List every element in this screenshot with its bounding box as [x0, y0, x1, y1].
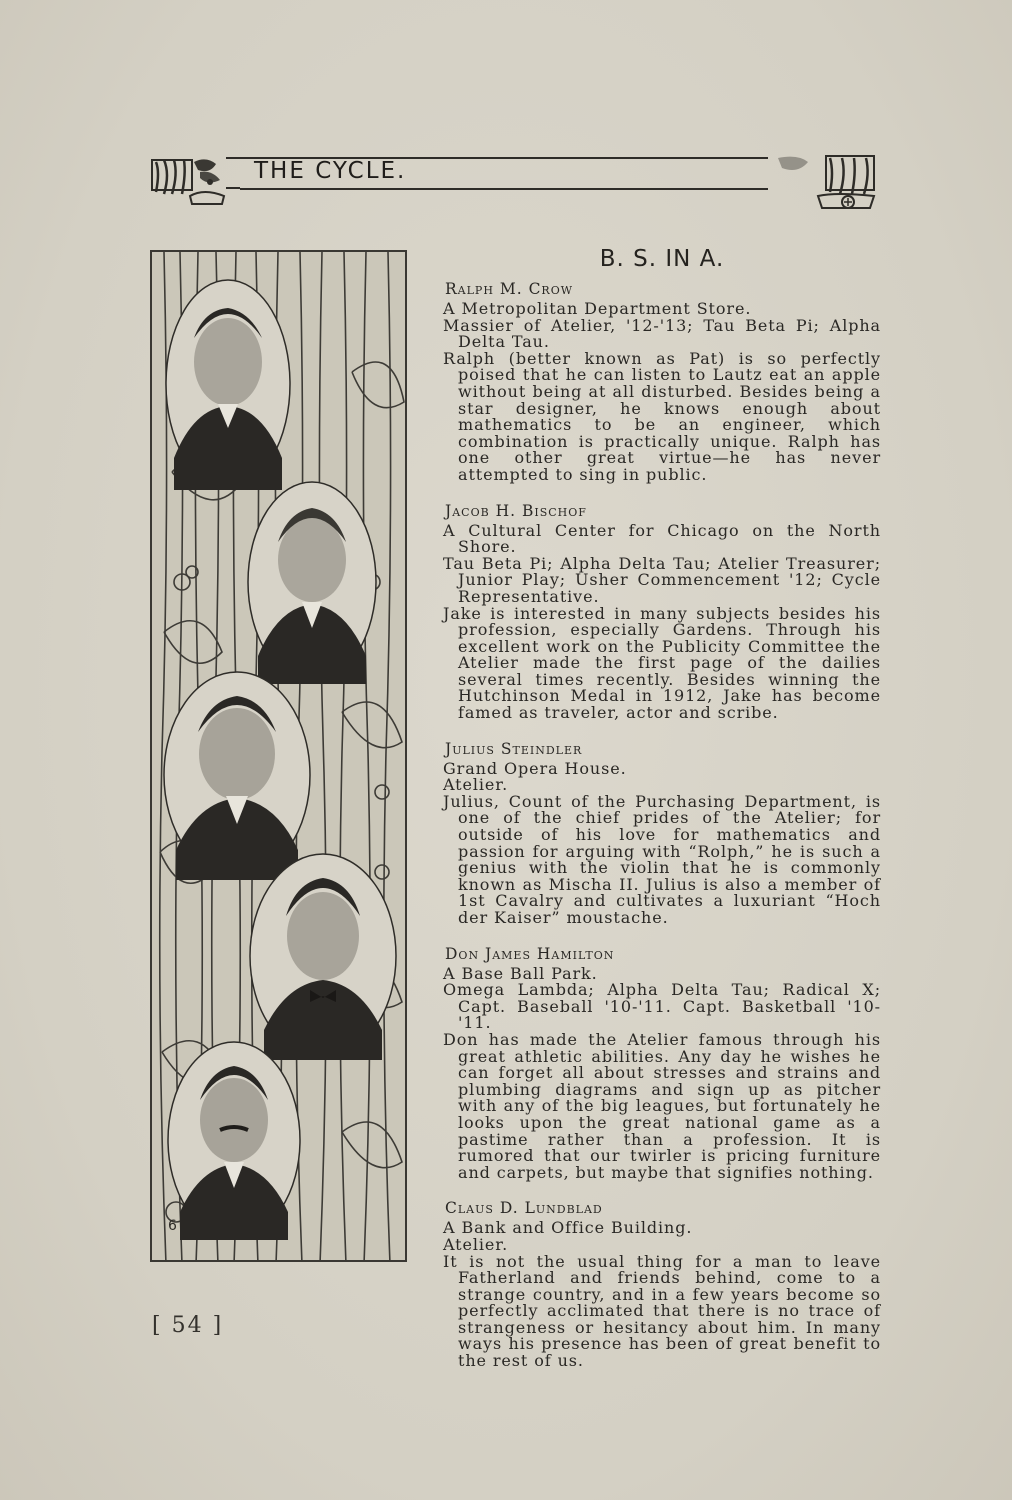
graduate-name: Don James Hamilton [445, 944, 615, 963]
graduate-name: Julius Steindler [445, 739, 583, 758]
biography: Julius, Count of the Purchasing Department, is one of the chief prides of the Atelier; for outside of his love for mathematics and passion for arguing with “Rolph,” he is such a genius with the violin that he is commonly known as Mischa II. Julius is also a member of 1st Cavalry and cultivates a luxuriant “Hoch der Kaiser” moustache. [443, 791, 881, 927]
graduate-entry [443, 1199, 881, 1369]
page-number: [ 54 ] [152, 1313, 224, 1338]
biography: Don has made the Atelier famous through his great athletic abilities. Any day he wishes he can forget all about stresses and strains and plumbing diagrams and sign up as pitcher with any of the big leagues, but fortunately he looks upon the great national game as a pastime rather than a profession. It is rumored that our twirler is pricing furniture and carpets, but maybe that signifies nothing. [443, 1029, 881, 1182]
graduate-name: Claus D. Lundblad [445, 1199, 603, 1218]
portrait-photo-icon [164, 278, 292, 490]
floral-ornament-left-icon [150, 152, 250, 208]
thesis-title: A Cultural Center for Chicago on the North Shore. [443, 520, 881, 557]
portrait-photo-icon [166, 1040, 302, 1240]
section-title: B. S. IN A. [599, 246, 725, 272]
activities: Atelier. [443, 775, 509, 795]
graduate-entry [443, 740, 881, 927]
biography: It is not the usual thing for a man to leave Fatherland and friends behind, come to a strange country, and in a few years become so perfectly acclimated that there is no trace of strangeness or hesitancy about him. In many ways his presence has been of great benefit to the rest of us. [443, 1251, 881, 1371]
graduate-entry [443, 280, 881, 484]
portrait-photo-icon [246, 480, 378, 684]
thesis-title: A Bank and Office Building. [443, 1218, 693, 1238]
portrait-photo-icon [248, 852, 398, 1060]
activities: Massier of Atelier, '12-'13; Tau Beta Pi; Alpha Delta Tau. [443, 315, 881, 352]
activities: Omega Lambda; Alpha Delta Tau; Radical X; Capt. Baseball '10-'11. Capt. Basketball '10-'11. [443, 980, 881, 1033]
activities: Tau Beta Pi; Alpha Delta Tau; Atelier Treasurer; Junior Play; Usher Commencement '12; Cycle Representative. [443, 553, 881, 606]
floral-ornament-right-icon [758, 152, 878, 212]
portrait-column [150, 250, 407, 1262]
svg-text:6: 6 [168, 1218, 177, 1234]
biography: Ralph (better known as Pat) is so perfectly poised that he can listen to Lautz eat an apple without being at all disturbed. Besides being a star designer, he knows enough about mathematics to be an engineer, which combination is practically unique. Ralph has one other great virtue—he has never attempted to sing in public. [443, 348, 881, 484]
thesis-title: A Base Ball Park. [443, 963, 598, 983]
graduate-name: Ralph M. Crow [445, 280, 574, 298]
graduate-entry [443, 945, 881, 1182]
portrait-photo-icon [162, 670, 312, 880]
page-header-banner [150, 152, 878, 208]
text-column [443, 246, 881, 1388]
header-rule-bottom [240, 188, 768, 190]
graduate-entry [443, 502, 881, 722]
graduate-name: Jacob H. Bischof [445, 501, 587, 520]
biography: Jake is interested in many subjects besides his profession, especially Gardens. Through his excellent work on the Publicity Committee the Atelier made the first page of the dailies several times recently. Besides winning the Hutchinson Medal in 1912, Jake has become famed as traveler, actor and scribe. [443, 603, 881, 723]
thesis-title: A Metropolitan Department Store. [443, 299, 752, 318]
thesis-title: Grand Opera House. [443, 758, 627, 778]
publication-title: THE CYCLE. [254, 158, 407, 184]
activities: Atelier. [443, 1234, 509, 1254]
